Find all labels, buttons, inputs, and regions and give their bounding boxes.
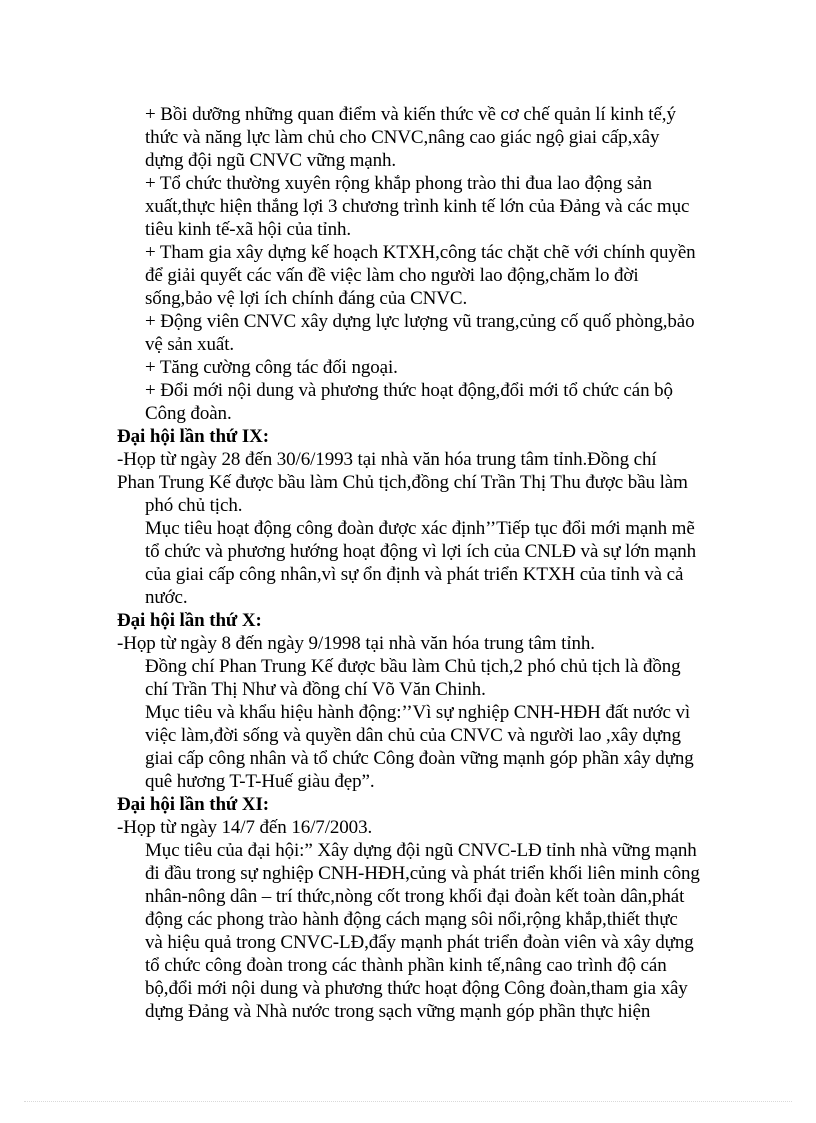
text-line: và hiệu quả trong CNVC-LĐ,đẩy mạnh phát triển đoàn viên và xây dựng [145,932,694,953]
section-heading-xi: Đại hội lần thứ XI: [117,794,270,815]
text-line: đi đầu trong sự nghiệp CNH-HĐH,củng và phát triển khối liên minh công [145,863,700,884]
text-line: nhân-nông dân – trí thức,nòng cốt trong khối đại đoàn kết toàn dân,phát [145,886,685,907]
text-line: sống,bảo vệ lợi ích chính đáng của CNVC. [145,288,468,309]
bullet-line: + Bồi dưỡng những quan điểm và kiến thức về cơ chế quản lí kinh tế,ý [145,104,676,125]
text-line: thức và năng lực làm chủ cho CNVC,nâng cao giác ngộ giai cấp,xây [145,127,660,148]
section-heading-ix: Đại hội lần thứ IX: [117,426,270,447]
bullet-line: + Tổ chức thường xuyên rộng khắp phong trào thi đua lao động sản [145,173,652,194]
text-line: bộ,đổi mới nội dung và phương thức hoạt động Công đoàn,tham gia xây [145,978,688,999]
text-line: của giai cấp công nhân,vì sự ổn định và phát triển KTXH của tỉnh và cả [145,564,684,585]
bullet-line: + Tăng cường công tác đối ngoại. [145,357,398,378]
text-line: -Họp từ ngày 28 đến 30/6/1993 tại nhà văn hóa trung tâm tỉnh.Đồng chí [117,449,657,470]
text-line: Mục tiêu và khẩu hiệu hành động:’’Vì sự nghiệp CNH-HĐH đất nước vì [145,702,691,723]
text-line: Đồng chí Phan Trung Kế được bầu làm Chủ tịch,2 phó chủ tịch là đồng [145,656,681,677]
text-line: nước. [145,587,188,608]
text-line: Phan Trung Kế được bầu làm Chủ tịch,đồng chí Trần Thị Thu được bầu làm [117,472,688,493]
text-line: Công đoàn. [145,403,232,424]
text-line: vệ sản xuất. [145,334,235,355]
text-line: dựng đội ngũ CNVC vững mạnh. [145,150,397,171]
text-line: quê hương T-T-Huế giàu đẹp”. [145,771,375,792]
section-heading-x: Đại hội lần thứ X: [117,610,262,631]
text-line: Mục tiêu hoạt động công đoàn được xác định’’Tiếp tục đổi mới mạnh mẽ [145,518,695,539]
text-line: việc làm,đời sống và quyền dân chủ của CNVC và người lao ,xây dựng [145,725,681,746]
bullet-line: + Động viên CNVC xây dựng lực lượng vũ trang,củng cố quố phòng,bảo [145,311,695,332]
text-line: để giải quyết các vấn đề việc làm cho người lao động,chăm lo đời [145,265,639,286]
text-line: tiêu kinh tế-xã hội của tỉnh. [145,219,352,240]
text-line: -Họp từ ngày 14/7 đến 16/7/2003. [117,817,373,838]
bullet-line: + Tham gia xây dựng kế hoạch KTXH,công tác chặt chẽ với chính quyền [145,242,696,263]
text-line: tổ chức công đoàn trong các thành phần kinh tế,nâng cao trình độ cán [145,955,667,976]
text-line: phó chủ tịch. [145,495,243,516]
text-line: dựng Đảng và Nhà nước trong sạch vững mạnh góp phần thực hiện [145,1001,651,1022]
text-line: -Họp từ ngày 8 đến ngày 9/1998 tại nhà văn hóa trung tâm tỉnh. [117,633,595,654]
bullet-line: + Đổi mới nội dung và phương thức hoạt động,đổi mới tổ chức cán bộ [145,380,673,401]
text-line: giai cấp công nhân và tổ chức Công đoàn vững mạnh góp phần xây dựng [145,748,694,769]
text-line: động các phong trào hành động cách mạng sôi nổi,rộng khắp,thiết thực [145,909,678,930]
footer-divider [24,1101,792,1102]
text-line: Mục tiêu của đại hội:” Xây dựng đội ngũ CNVC-LĐ tỉnh nhà vững mạnh [145,840,697,861]
text-line: tổ chức và phương hướng hoạt động vì lợi ích của CNLĐ và sự lớn mạnh [145,541,697,562]
text-line: xuất,thực hiện thắng lợi 3 chương trình kinh tế lớn của Đảng và các mục [145,196,690,217]
text-line: chí Trần Thị Như và đồng chí Võ Văn Chinh. [145,679,486,700]
